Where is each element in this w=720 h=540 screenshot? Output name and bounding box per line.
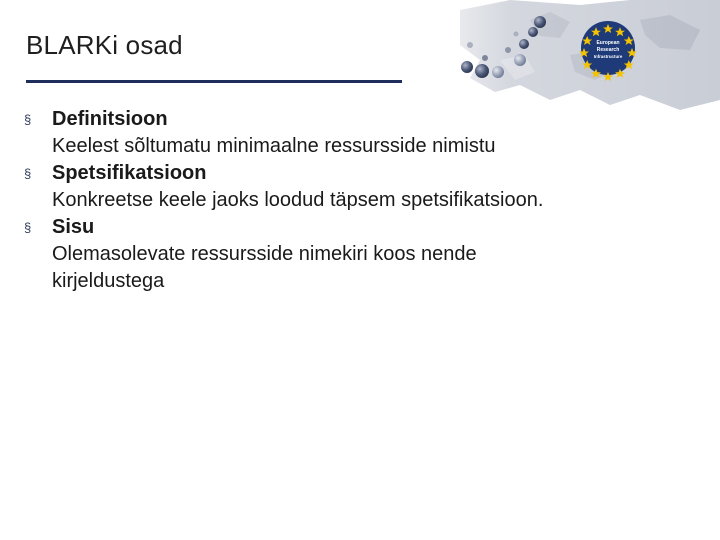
bullet-item-spetsifikatsioon	[24, 160, 684, 214]
slide-title: BLARKi osad	[26, 30, 183, 60]
bullet-heading: Sisu	[52, 216, 95, 238]
bullet-heading: Definitsioon	[52, 108, 168, 130]
header-graphic	[400, 0, 720, 120]
bullet-item-sisu	[24, 214, 684, 295]
bullet-icon: §	[24, 112, 32, 127]
europe-map	[400, 0, 720, 120]
logo-line-1: European	[596, 40, 620, 46]
logo-line-2: Research	[596, 47, 620, 53]
title-underline	[26, 80, 402, 83]
bullet-list	[24, 106, 684, 295]
bullet-description: Keelest sõltumatu minimaalne ressursside nimistu	[52, 135, 496, 157]
bullet-heading: Spetsifikatsioon	[52, 162, 207, 184]
bullet-description: Konkreetse keele jaoks loodud täpsem spetsifikatsioon.	[52, 189, 544, 211]
bullet-icon: §	[24, 166, 32, 181]
bullet-description: Olemasolevate ressursside nimekiri koos nende kirjeldustega	[52, 243, 477, 292]
bullet-icon: §	[24, 220, 32, 235]
logo-line-3: Infrastructure	[593, 54, 623, 59]
bullet-item-definitsioon	[24, 106, 684, 160]
